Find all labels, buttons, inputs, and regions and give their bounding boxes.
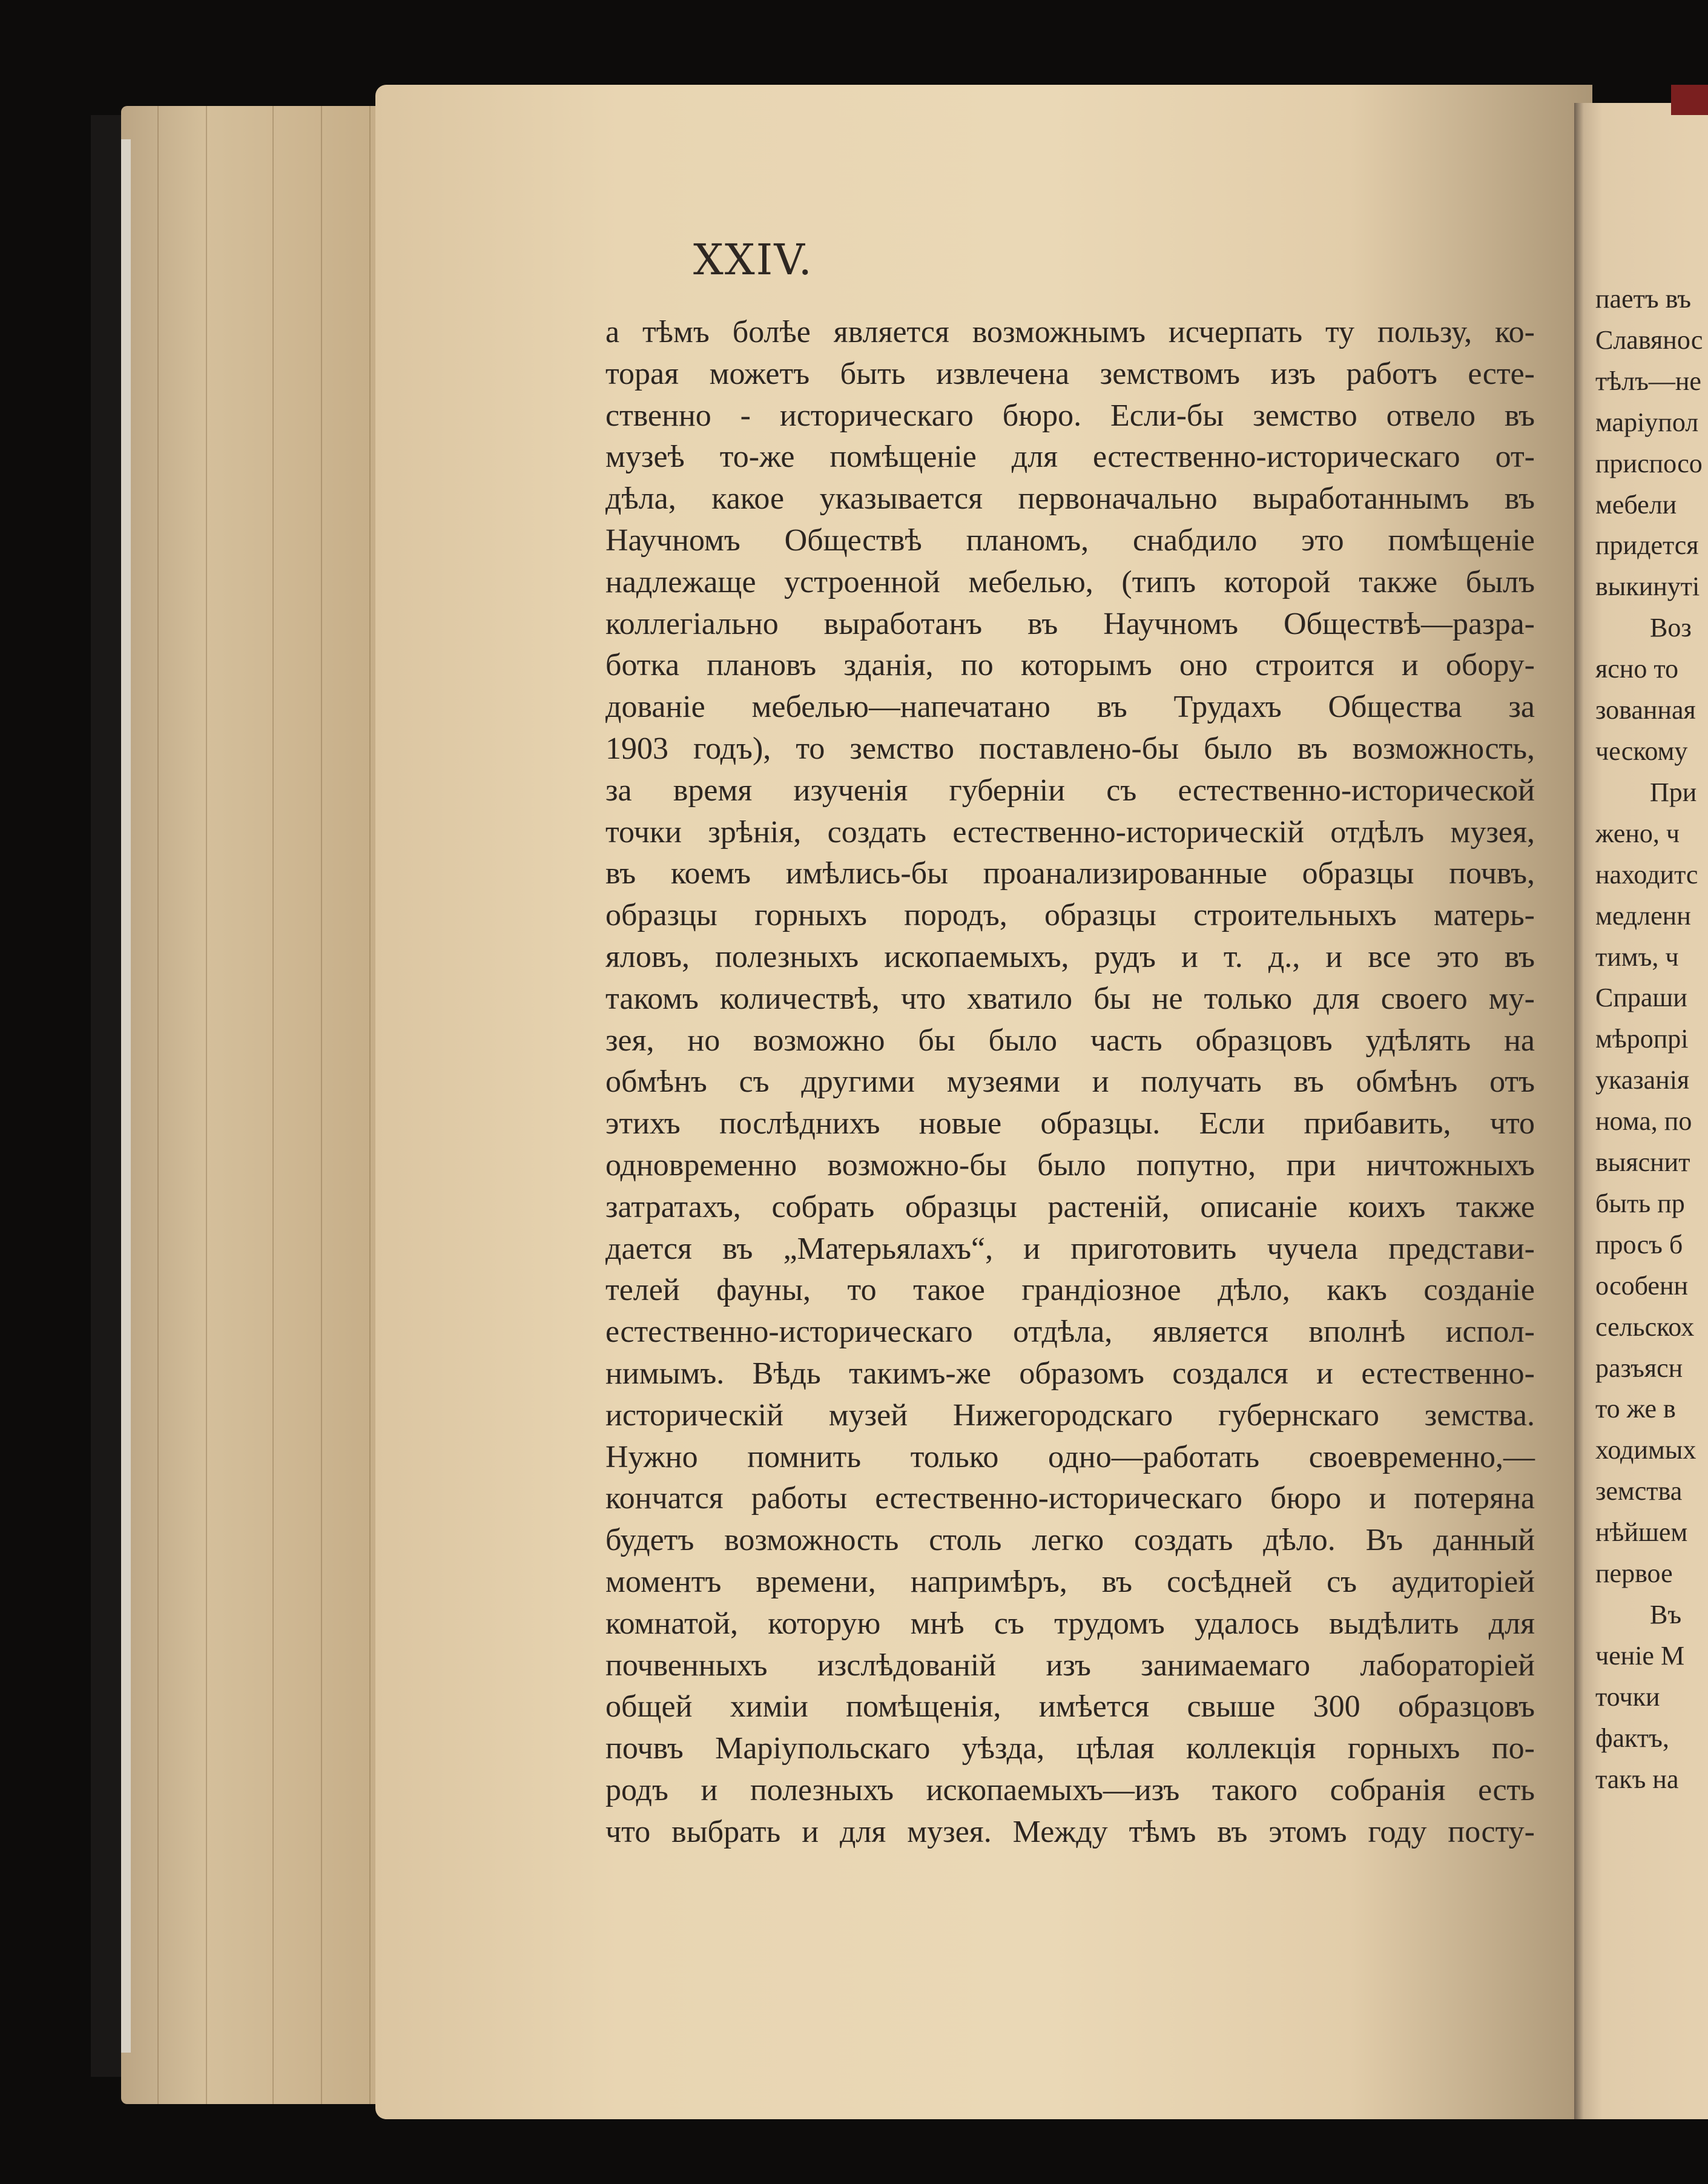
text-line: почвенныхъ изслѣдованій изъ занимаемаго лабораторіей bbox=[605, 1648, 1535, 1683]
text-line: выкинуті bbox=[1595, 572, 1700, 602]
text-line: разъясн bbox=[1595, 1353, 1683, 1383]
text-line: нѣйшем bbox=[1595, 1517, 1688, 1548]
text-line: комнатой, которую мнѣ съ трудомъ удалось выдѣлить для bbox=[605, 1606, 1535, 1641]
text-line: историческій музей Нижегородскаго губернскаго земства. bbox=[605, 1397, 1535, 1433]
text-line: такомъ количествѣ, что хватило бы не только для своего му- bbox=[605, 981, 1535, 1016]
text-line: зованная bbox=[1595, 695, 1696, 725]
text-line: нома, по bbox=[1595, 1106, 1692, 1137]
text-line: Научномъ Обществѣ планомъ, снабдило это помѣщеніе bbox=[605, 523, 1535, 558]
text-line: мебели bbox=[1595, 489, 1677, 520]
text-line: тѣлъ—не bbox=[1595, 366, 1701, 396]
text-line: такъ на bbox=[1595, 1764, 1679, 1794]
text-line: мѣропрі bbox=[1595, 1024, 1689, 1054]
left-page-text bbox=[605, 312, 1535, 1853]
text-line: одновременно возможно-бы было попутно, при ничтожныхъ bbox=[605, 1147, 1535, 1183]
text-line: находитс bbox=[1595, 859, 1698, 889]
text-line: яловъ, полезныхъ ископаемыхъ, рудъ и т. д., и все это въ bbox=[605, 939, 1535, 974]
text-line: торая можетъ быть извлечена земствомъ изъ работъ есте- bbox=[605, 356, 1535, 391]
text-line: Славянос bbox=[1595, 325, 1703, 355]
text-line: тимъ, ч bbox=[1595, 942, 1679, 972]
text-line: дѣла, какое указывается первоначально выработаннымъ въ bbox=[605, 481, 1535, 516]
text-line: фактъ, bbox=[1595, 1723, 1669, 1753]
text-line: кончатся работы естественно-историческаго бюро и потеряна bbox=[605, 1481, 1535, 1516]
text-line: въ коемъ имѣлись-бы проанализированные образцы почвъ, bbox=[605, 856, 1535, 891]
text-line: ботка плановъ зданія, по которымъ оно строится и обору- bbox=[605, 648, 1535, 683]
text-line: особенн bbox=[1595, 1270, 1689, 1301]
text-line: дается въ „Матерьялахъ“, и приготовить чучела представи- bbox=[605, 1231, 1535, 1266]
text-line: приспосо bbox=[1595, 448, 1703, 478]
text-line: При bbox=[1650, 777, 1697, 807]
text-line: точки зрѣнія, создать естественно-историческій отдѣлъ музея, bbox=[605, 814, 1535, 850]
page-edge-highlight bbox=[121, 139, 131, 2053]
text-line: будетъ возможность столь легко создать дѣло. Въ данный bbox=[605, 1523, 1535, 1558]
text-line: почвъ Маріупольскаго уѣзда, цѣлая коллекція горныхъ по- bbox=[605, 1731, 1535, 1766]
text-line: коллегіально выработанъ въ Научномъ Обществѣ—разра- bbox=[605, 606, 1535, 641]
text-line: естественно-историческаго отдѣла, является вполнѣ испол- bbox=[605, 1315, 1535, 1350]
text-line: сельскох bbox=[1595, 1311, 1695, 1342]
text-line: указанія bbox=[1595, 1065, 1690, 1095]
text-line: ченіе М bbox=[1595, 1640, 1685, 1671]
right-page-text bbox=[1595, 279, 1708, 1800]
text-line: что выбрать и для музея. Между тѣмъ въ этомъ году посту- bbox=[605, 1814, 1535, 1849]
text-line: то же в bbox=[1595, 1394, 1676, 1424]
text-line: первое bbox=[1595, 1559, 1673, 1589]
text-line: 1903 годъ), то земство поставлено-бы было въ возможность, bbox=[605, 731, 1535, 766]
text-line: за время изученія губерніи съ естественно-исторической bbox=[605, 773, 1535, 808]
text-line: дованіе мебелью—напечатано въ Трудахъ Общества за bbox=[605, 690, 1535, 725]
text-line: маріупол bbox=[1595, 407, 1699, 437]
bookmark-edge bbox=[1671, 85, 1708, 115]
text-line: моментъ времени, напримѣръ, въ сосѣдней съ аудиторіей bbox=[605, 1564, 1535, 1599]
text-line: образцы горныхъ породъ, образцы строительныхъ матерь- bbox=[605, 898, 1535, 933]
text-line: земства bbox=[1595, 1476, 1683, 1506]
text-line: Нужно помнить только одно—работать своевременно,— bbox=[605, 1439, 1535, 1474]
text-line: этихъ послѣднихъ новые образцы. Если прибавить, что bbox=[605, 1106, 1535, 1141]
text-line: Въ bbox=[1650, 1600, 1682, 1629]
text-line: затратахъ, собрать образцы растеній, описаніе коихъ также bbox=[605, 1189, 1535, 1224]
text-line: телей фауны, то такое грандіозное дѣло, какъ созданіе bbox=[605, 1273, 1535, 1308]
text-line: ясно то bbox=[1595, 654, 1678, 684]
text-line: выяснит bbox=[1595, 1147, 1690, 1178]
text-line: быть пр bbox=[1595, 1188, 1685, 1218]
text-line: обмѣнъ съ другими музеями и получать въ обмѣнъ отъ bbox=[605, 1064, 1535, 1100]
text-line: надлежаще устроенной мебелью, (типъ которой также былъ bbox=[605, 564, 1535, 599]
text-line: музеѣ то-же помѣщеніе для естественно-историческаго от- bbox=[605, 440, 1535, 475]
text-line: медленн bbox=[1595, 900, 1691, 931]
text-line: ческому bbox=[1595, 736, 1688, 766]
text-line: общей химіи помѣщенія, имѣется свыше 300 образцовъ bbox=[605, 1689, 1535, 1724]
text-line: точки bbox=[1595, 1681, 1660, 1712]
text-line: нимымъ. Вѣдь такимъ-же образомъ создался и естественно- bbox=[605, 1356, 1535, 1391]
text-line: ходимых bbox=[1595, 1435, 1696, 1465]
text-line: ственно - историческаго бюро. Если-бы земство отвело въ bbox=[605, 398, 1535, 433]
text-line: жено, ч bbox=[1595, 818, 1680, 848]
page-number: XXIV. bbox=[693, 235, 813, 285]
text-line: а тѣмъ болѣе является возможнымъ исчерпать ту пользу, ко- bbox=[605, 315, 1535, 349]
text-line: паетъ въ bbox=[1595, 284, 1692, 314]
text-line: родъ и полезныхъ ископаемыхъ—изъ такого собранія есть bbox=[605, 1772, 1535, 1807]
text-line: просъ б bbox=[1595, 1229, 1683, 1259]
page-stack bbox=[121, 106, 406, 2104]
text-line: зея, но возможно бы было часть образцовъ удѣлять на bbox=[605, 1023, 1535, 1058]
text-line: Воз bbox=[1650, 613, 1692, 643]
text-line: придется bbox=[1595, 530, 1699, 561]
text-line: Спраши bbox=[1595, 983, 1687, 1013]
